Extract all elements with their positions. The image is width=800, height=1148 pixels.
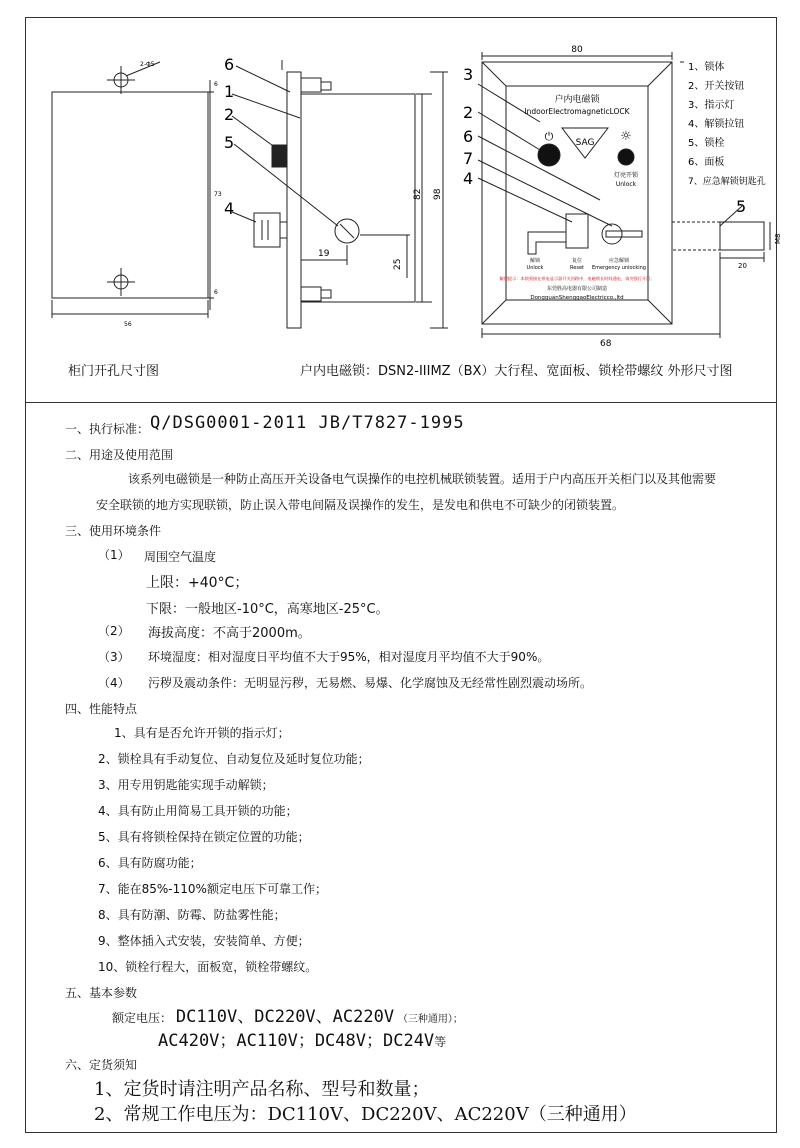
front-dim-68: 68: [600, 339, 612, 349]
reset-cn: 复位: [571, 258, 583, 264]
legend-item-1: 1、锁体: [688, 62, 725, 73]
env-item-upper: 上限：+40°C；: [146, 575, 249, 591]
order-item-2: 2、常规工作电压为：DC110V、DC220V、AC220V（三种通用）: [94, 1104, 637, 1125]
drawing-area: [0, 0, 800, 400]
logo-text: SAG: [575, 138, 595, 148]
feature-item-6: 6、具有防腐功能；: [98, 856, 202, 870]
power-icon: ⏻: [544, 130, 554, 143]
maker-en: DongguanShenggaoElectricco.,ltd: [530, 295, 624, 301]
order-heading: 六、定货须知: [65, 1058, 138, 1072]
feature-item-1: 1、具有是否允许开锁的指示灯；: [114, 726, 290, 740]
params-line-1: [112, 1002, 463, 1027]
feature-item-5: 5、具有将锁栓保持在锁定位置的功能；: [98, 830, 310, 844]
env-heading: 三、使用环境条件: [65, 524, 162, 538]
front-callout-7: 7: [463, 149, 474, 168]
panel-subtitle: IndoorElectromagneticLOCK: [524, 107, 630, 116]
side-callout-5: 5: [224, 133, 235, 152]
legend-item-7: 7、应急解锁钥匙孔: [688, 177, 766, 187]
cabinet-hole-dim: 2-Φ5: [140, 61, 155, 68]
env-item-lower: 下限：一般地区-10°C，高寒地区-25°C。: [146, 602, 389, 617]
side-callout-2: 2: [224, 105, 235, 124]
unlock-cn: 解锁: [529, 258, 541, 264]
env-item-3-num: （3）: [98, 650, 130, 664]
legend-item-4: 4、解锁拉钮: [688, 119, 745, 130]
legend-item-6: 6、面板: [688, 157, 725, 168]
env-item-1-num: （1）: [98, 548, 130, 562]
cabinet-height-dim: 73: [214, 191, 222, 198]
params-voltage-2: AC420V；AC110V；DC48V；DC24V: [158, 1031, 435, 1051]
reset-en: Reset: [570, 265, 584, 271]
feature-item-2: 2、锁栓具有手动复位、自动复位及延时复位功能；: [98, 752, 370, 766]
cabinet-bottom-offset-dim: 6: [214, 289, 218, 296]
side-dim-25: 25: [393, 258, 403, 270]
emergency-cn: 应急解锁: [608, 258, 630, 264]
legend-item-2: 2、开关按钮: [688, 81, 745, 92]
feature-item-8: 8、具有防潮、防霉、防盐雾性能；: [98, 908, 286, 922]
front-view-drawing: [478, 52, 770, 338]
params-line-2: [158, 1026, 446, 1051]
front-dim-20: 20: [738, 262, 747, 270]
env-item-2-num: （2）: [98, 624, 130, 638]
feature-item-7: 7、能在85%-110%额定电压下可靠工作；: [98, 882, 327, 896]
usage-line-1: 该系列电磁锁是一种防止高压开关设备电气误操作的电控机械联锁装置。适用于户内高压开关柜门以及其他需要: [128, 472, 717, 486]
feature-item-10: 10、锁栓行程大，面板宽，锁栓带螺纹。: [98, 960, 318, 974]
params-heading: 五、基本参数: [65, 986, 138, 1000]
legend-item-3: 3、指示灯: [688, 100, 735, 111]
side-dim-19: 19: [318, 249, 330, 259]
params-note: （三种通用）；: [397, 1014, 463, 1025]
feature-item-3: 3、用专用钥匙能实现手动解锁；: [98, 778, 274, 792]
cabinet-width-dim: 56: [124, 321, 132, 328]
cabinet-caption: 柜门开孔尺寸图: [68, 364, 160, 379]
lamp-label-en: Unlock: [615, 181, 637, 188]
env-item-4-text: 污秽及震动条件：无明显污秽，无易燃、易爆、化学腐蚀及无经常性剧烈震动场所。: [148, 676, 593, 690]
params-suffix: 等: [434, 1035, 447, 1049]
feature-item-9: 9、整体插入式安装，安装简单、方便；: [98, 934, 310, 948]
env-item-2-text: 海拔高度：不高于2000m。: [148, 626, 311, 641]
maker-cn: 东莞胜高电器有限公司制造: [546, 286, 608, 292]
cabinet-top-offset-dim: 6: [214, 81, 218, 88]
side-callout-6: 6: [224, 55, 235, 74]
front-callout-2: 2: [463, 103, 474, 122]
unlock-en: Unlock: [526, 265, 544, 271]
front-caption: 户内电磁锁：DSN2-IIIMZ（BX）大行程、宽面板、锁栓带螺纹 外形尺寸图: [300, 364, 733, 379]
order-item-1: 1、定货时请注明产品名称、型号和数量；: [94, 1079, 430, 1100]
legend-item-5: 5、锁栓: [688, 138, 725, 149]
side-callout-4: 4: [224, 199, 235, 218]
params-voltage-1: DC110V、DC220V、AC220V: [175, 1007, 395, 1027]
standard-label: 一、执行标准：: [65, 422, 150, 436]
front-dim-m8: M8: [774, 233, 782, 244]
front-callout-5: 5: [736, 197, 747, 216]
env-item-1-text: 周围空气温度: [144, 550, 217, 564]
env-item-4-num: （4）: [98, 676, 130, 690]
standard-value: Q/DSG0001-2011 JB/T7827-1995: [150, 413, 465, 433]
front-callout-3: 3: [463, 65, 474, 84]
params-label: 额定电压：: [112, 1011, 173, 1025]
section-divider: [25, 402, 777, 403]
side-dim-98: 98: [433, 188, 443, 200]
cabinet-cutout-drawing: [52, 62, 214, 318]
warning-text: 解锁提示：本锁须接在带电显示器开关回路中，电磁锁长时间通电，请勿强行开门；: [499, 276, 655, 281]
usage-heading: 二、用途及使用范围: [65, 448, 174, 462]
usage-line-2: 安全联锁的地方实现联锁，防止误入带电间隔及误操作的发生，是发电和供电不可缺少的闭锁装置。: [96, 498, 625, 512]
env-item-3-text: 环境湿度：相对湿度日平均值不大于95%，相对湿度月平均值不大于90%。: [148, 650, 550, 664]
front-callout-6: 6: [463, 127, 474, 146]
front-dim-80: 80: [571, 45, 583, 55]
features-heading: 四、性能特点: [65, 702, 138, 716]
side-dim-82: 82: [413, 188, 423, 200]
side-callout-1: 1: [224, 82, 235, 101]
feature-item-4: 4、具有防止用简易工具开锁的功能；: [98, 804, 298, 818]
emergency-en: Emergency unlocking: [592, 265, 646, 271]
sun-icon: ☼: [620, 129, 632, 144]
panel-title: 户内电磁锁: [554, 95, 600, 105]
front-callout-4: 4: [463, 169, 474, 188]
lamp-label-cn: 灯亮开锁: [613, 172, 639, 179]
